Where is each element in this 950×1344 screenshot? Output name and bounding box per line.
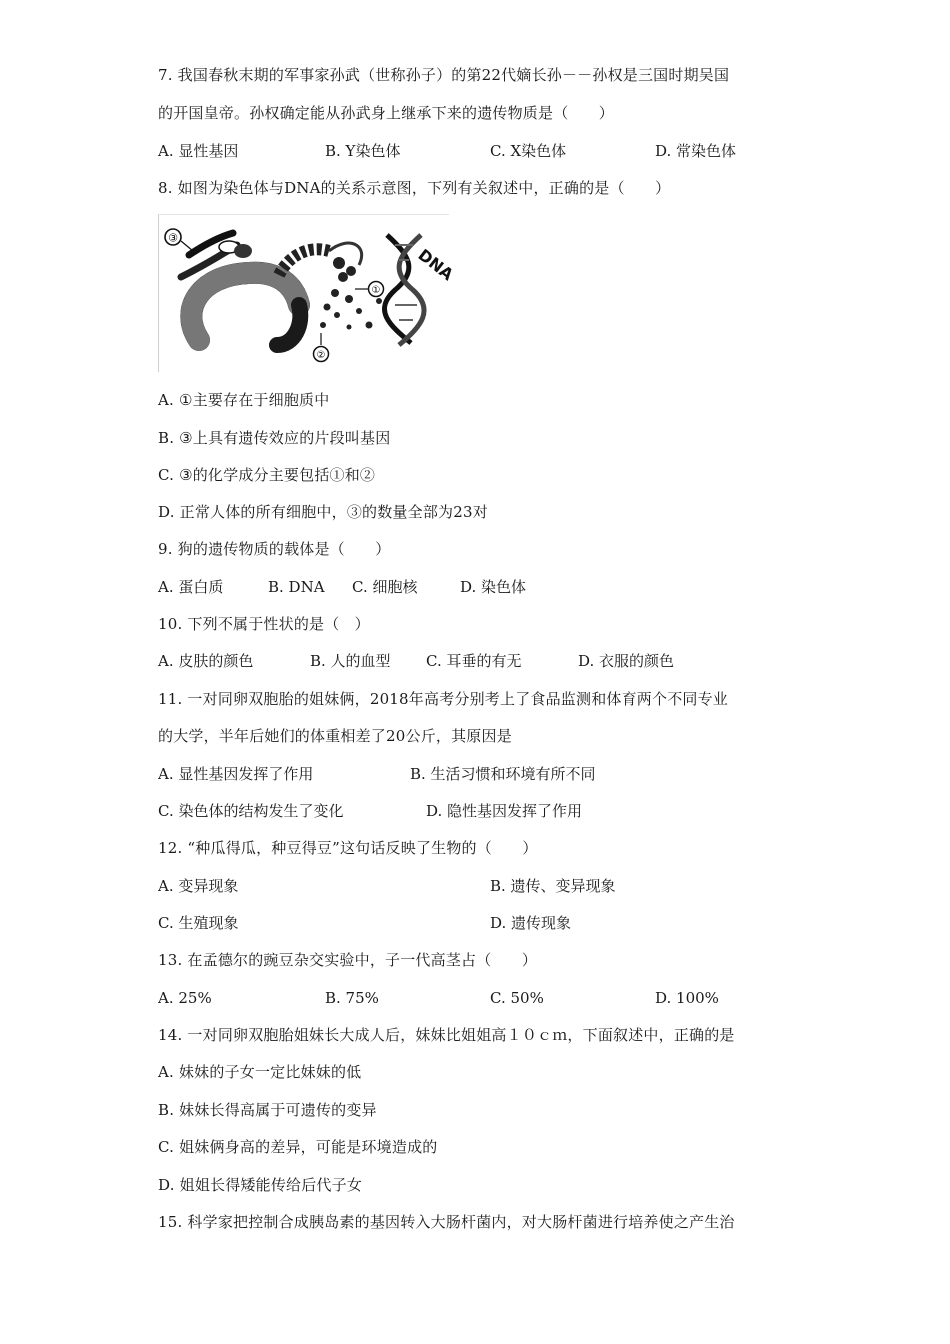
q14-option-c: C. 姐妹俩身高的差异，可能是环境造成的 <box>158 1138 438 1156</box>
q8-option-b: B. ③上具有遗传效应的片段叫基因 <box>158 429 391 447</box>
label-1: ① <box>371 285 381 296</box>
q11-option-b: B. 生活习惯和环境有所不同 <box>410 765 596 783</box>
q8-option-c: C. ③的化学成分主要包括①和② <box>158 466 376 484</box>
q12-stem: 12. “种瓜得瓜，种豆得豆”这句话反映了生物的（ ） <box>158 839 538 857</box>
q12-option-d: D. 遗传现象 <box>490 914 572 932</box>
q9-option-d: D. 染色体 <box>460 578 527 596</box>
q14-option-d: D. 姐姐长得矮能传给后代子女 <box>158 1176 363 1194</box>
q7-option-a: A. 显性基因 <box>158 142 239 160</box>
q10-option-d: D. 衣服的颜色 <box>578 652 675 670</box>
q14-option-b: B. 妹妹长得高属于可遗传的变异 <box>158 1101 377 1119</box>
q10-option-b: B. 人的血型 <box>310 652 391 670</box>
dna-double-helix <box>384 235 424 345</box>
q7-stem-line2: 的开国皇帝。孙权确定能从孙武身上继承下来的遗传物质是（ ） <box>158 104 615 122</box>
q12-option-b: B. 遗传、变异现象 <box>490 877 616 895</box>
q9-option-c: C. 细胞核 <box>352 578 418 596</box>
chromosome-dna-illustration <box>159 215 458 372</box>
q10-option-c: C. 耳垂的有无 <box>426 652 522 670</box>
q10-stem: 10. 下列不属于性状的是（ ） <box>158 615 370 633</box>
q8-option-a: A. ①主要存在于细胞质中 <box>158 391 330 409</box>
q11-stem-line1: 11. 一对同卵双胞胎的姐妹俩，2018年高考分别考上了食品监测和体育两个不同专业 <box>158 690 729 708</box>
q7-stem-line1: 7. 我国春秋末期的军事家孙武（世称孙子）的第22代嫡长孙－－孙权是三国时期吴国 <box>158 66 730 84</box>
q8-option-d: D. 正常人体的所有细胞中，③的数量全部为23对 <box>158 503 488 521</box>
q8-stem: 8. 如图为染色体与DNA的关系示意图，下列有关叙述中，正确的是（ ） <box>158 179 671 197</box>
q7-option-c: C. X染色体 <box>490 142 567 160</box>
q10-option-a: A. 皮肤的颜色 <box>158 652 254 670</box>
q9-option-b: B. DNA <box>268 578 325 596</box>
q7-option-d: D. 常染色体 <box>655 142 737 160</box>
q7-option-b: B. Y染色体 <box>325 142 401 160</box>
q9-option-a: A. 蛋白质 <box>158 578 224 596</box>
label-dna: DNA <box>414 245 458 285</box>
chromosome-dna-figure <box>158 214 458 372</box>
q9-stem: 9. 狗的遗传物质的载体是（ ） <box>158 540 391 558</box>
label-2: ② <box>316 350 326 361</box>
q11-option-c: C. 染色体的结构发生了变化 <box>158 802 344 820</box>
q11-stem-line2: 的大学，半年后她们的体重相差了20公斤，其原因是 <box>158 727 512 745</box>
q11-option-d: D. 隐性基因发挥了作用 <box>426 802 583 820</box>
q14-stem: 14. 一对同卵双胞胎姐妹长大成人后，妹妹比姐姐高１０ｃｍ，下面叙述中，正确的是 <box>158 1026 735 1044</box>
q13-option-b: B. 75% <box>325 989 379 1007</box>
label-3: ③ <box>168 231 178 245</box>
q15-stem: 15. 科学家把控制合成胰岛素的基因转入大肠杆菌内，对大肠杆菌进行培养使之产生治 <box>158 1213 735 1231</box>
q13-stem: 13. 在孟德尔的豌豆杂交实验中，子一代高茎占（ ） <box>158 951 538 969</box>
q14-option-a: A. 妹妹的子女一定比妹妹的低 <box>158 1063 362 1081</box>
q11-option-a: A. 显性基因发挥了作用 <box>158 765 314 783</box>
q12-option-a: A. 变异现象 <box>158 877 239 895</box>
q12-option-c: C. 生殖现象 <box>158 914 239 932</box>
q13-option-c: C. 50% <box>490 989 544 1007</box>
q13-option-a: A. 25% <box>158 989 212 1007</box>
q13-option-d: D. 100% <box>655 989 719 1007</box>
